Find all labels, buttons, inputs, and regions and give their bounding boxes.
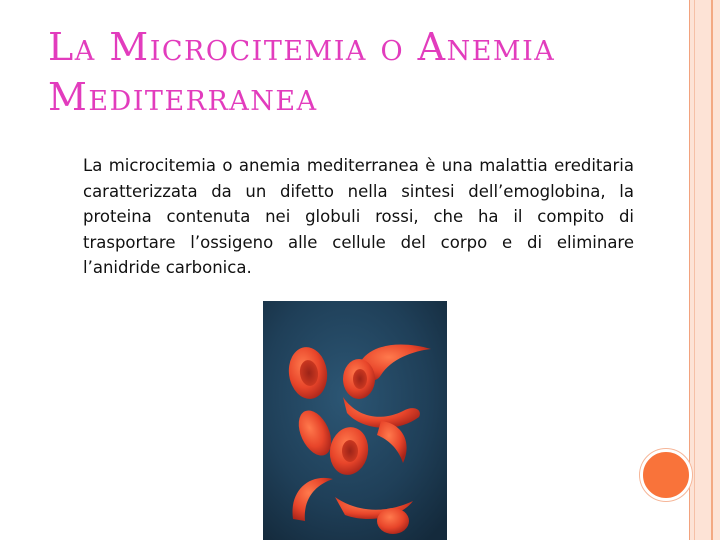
slide-body-text: La microcitemia o anemia mediterranea è una malattia ereditaria caratterizzata da un difetto nella sintesi dell’emoglobina, la proteina contenuta nei globuli rossi, che ha il compito di trasportare l’ossigeno alle cellule del corpo e di eliminare l’anidride carbonica. [83, 156, 634, 277]
red-cell [377, 508, 409, 534]
decorative-circle [640, 449, 692, 501]
border-line [689, 0, 690, 540]
slide-title: La Microcitemia o Anemia Mediterranea [48, 25, 556, 119]
red-cell [343, 359, 375, 399]
border-line [711, 0, 713, 540]
red-blood-cells-micrograph [263, 301, 447, 540]
border-line [694, 0, 695, 540]
